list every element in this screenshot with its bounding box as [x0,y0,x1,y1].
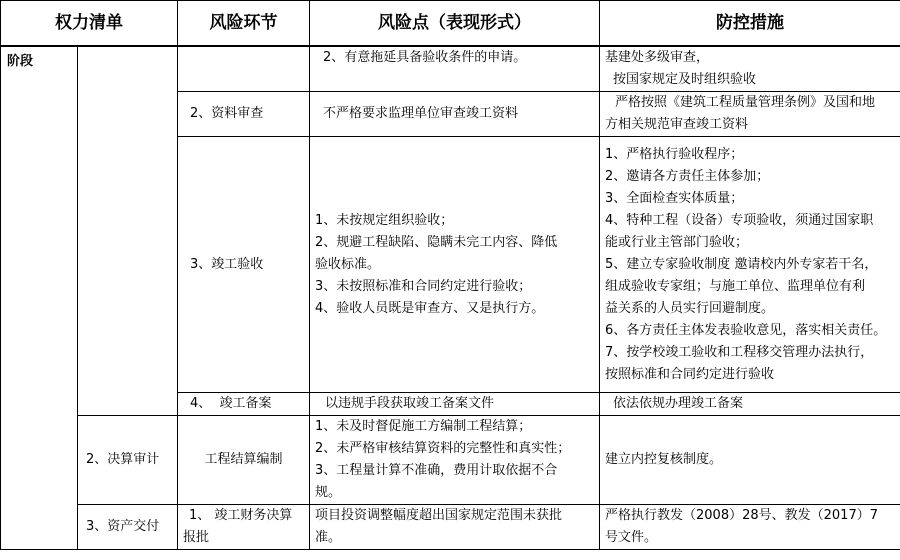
measure-cell [600,416,900,505]
measure-line: 益关系的人员实行回避制度。 [605,300,775,316]
measure-line: 严格执行教发（2008）28号、教发（2017）7 [605,508,878,523]
measure-line: 1、严格执行验收程序； [605,146,744,162]
risk-link-cell [178,505,310,550]
risk-link-text: 4、 竣工备案 [190,396,272,411]
risk-link-text: 3、竣工验收 [190,256,264,272]
table-row [1,46,900,92]
risk-point-line: 2、规避工程缺陷、隐瞒未完工内容、降低 [315,234,558,250]
risk-point-text: 以违规手段获取竣工备案文件 [325,396,495,411]
header-power-list: 权力清单 [1,1,178,47]
risk-point-line: 3、工程量计算不准确，费用计取依据不合 [315,463,558,478]
power-item-text: 3、资产交付 [86,519,160,534]
measure-text: 建立内控复核制度。 [605,452,723,467]
risk-point-cell [310,505,600,550]
measure-line: 5、建立专家验收制度 邀请校内外专家若干名， [605,256,878,272]
risk-point-line: 4、验收人员既是审查方、又是执行方。 [315,300,545,316]
risk-point-cell [310,92,600,137]
measure-cell [600,393,900,416]
risk-point-cell [310,393,600,416]
measure-cell [600,505,900,550]
risk-link-line: 1、 竣工财务决算 [189,508,293,523]
risk-point-line: 3、未按照标准和合同约定进行验收； [315,278,532,294]
power-item-text: 2、决算审计 [86,452,160,467]
measure-line: 严格按照《建筑工程质量管理条例》及国和地 [615,95,876,110]
table-row [1,505,900,550]
risk-point-line: 验收标准。 [315,256,381,272]
table-row [1,416,900,505]
measure-line: 按照标准和合同约定进行验收 [605,366,775,382]
risk-link-text: 2、资料审查 [190,106,264,121]
power-item-cell [78,505,178,550]
measure-line: 基建处多级审查， [605,50,710,65]
measure-line: 组成验收专家组；与施工单位、监理单位有利 [605,278,866,294]
measure-line: 号文件。 [605,530,658,545]
risk-point-cell [310,137,600,393]
risk-link-cell [178,393,310,416]
header-row [1,1,900,47]
risk-link-text: 工程结算编制 [204,452,283,467]
measure-line: 方相关规范审查竣工资料 [605,117,749,132]
power-item-cell [78,46,178,416]
measure-cell [600,92,900,137]
risk-link-line: 报批 [183,530,210,545]
risk-link-cell [178,137,310,393]
risk-point-line: 2、未严格审核结算资料的完整性和真实性； [315,441,571,456]
measure-line: 3、全面检查实体质量； [605,190,744,206]
risk-link-cell [178,416,310,505]
risk-point-line: 1、未及时督促施工方编制工程结算； [315,419,532,434]
measure-text: 依法依规办理竣工备案 [613,396,744,411]
stage-cell [1,46,78,550]
risk-point-line: 项目投资调整幅度超出国家规定范围未获批 [315,508,563,523]
measure-line: 按国家规定及时组织验收 [613,72,757,87]
risk-point-line: 1、未按规定组织验收； [315,212,454,228]
risk-point-text: 2、有意拖延具备验收条件的申请。 [323,50,527,65]
risk-link-cell [178,46,310,92]
measure-line: 6、各方责任主体发表验收意见，落实相关责任。 [605,322,887,338]
header-risk-point: 风险点（表现形式） [310,1,600,47]
header-risk-link: 风险环节 [178,1,310,47]
measure-cell [600,137,900,393]
measure-line: 7、按学校竣工验收和工程移交管理办法执行， [605,344,874,360]
power-item-cell [78,416,178,505]
risk-point-text: 不严格要求监理单位审查竣工资料 [323,106,519,121]
risk-link-cell [178,92,310,137]
measure-line: 4、特种工程（设备）专项验收，须通过国家职 [605,212,874,228]
stage-label: 阶段 [7,54,34,69]
measure-line: 能或行业主管部门验收； [605,234,749,250]
risk-point-cell [310,416,600,505]
risk-point-cell [310,46,600,92]
measure-line: 2、邀请各方责任主体参加； [605,168,770,184]
header-control-measures: 防控措施 [600,1,900,47]
measure-cell [600,46,900,92]
risk-point-line: 准。 [315,530,342,545]
risk-point-line: 规。 [315,485,342,500]
